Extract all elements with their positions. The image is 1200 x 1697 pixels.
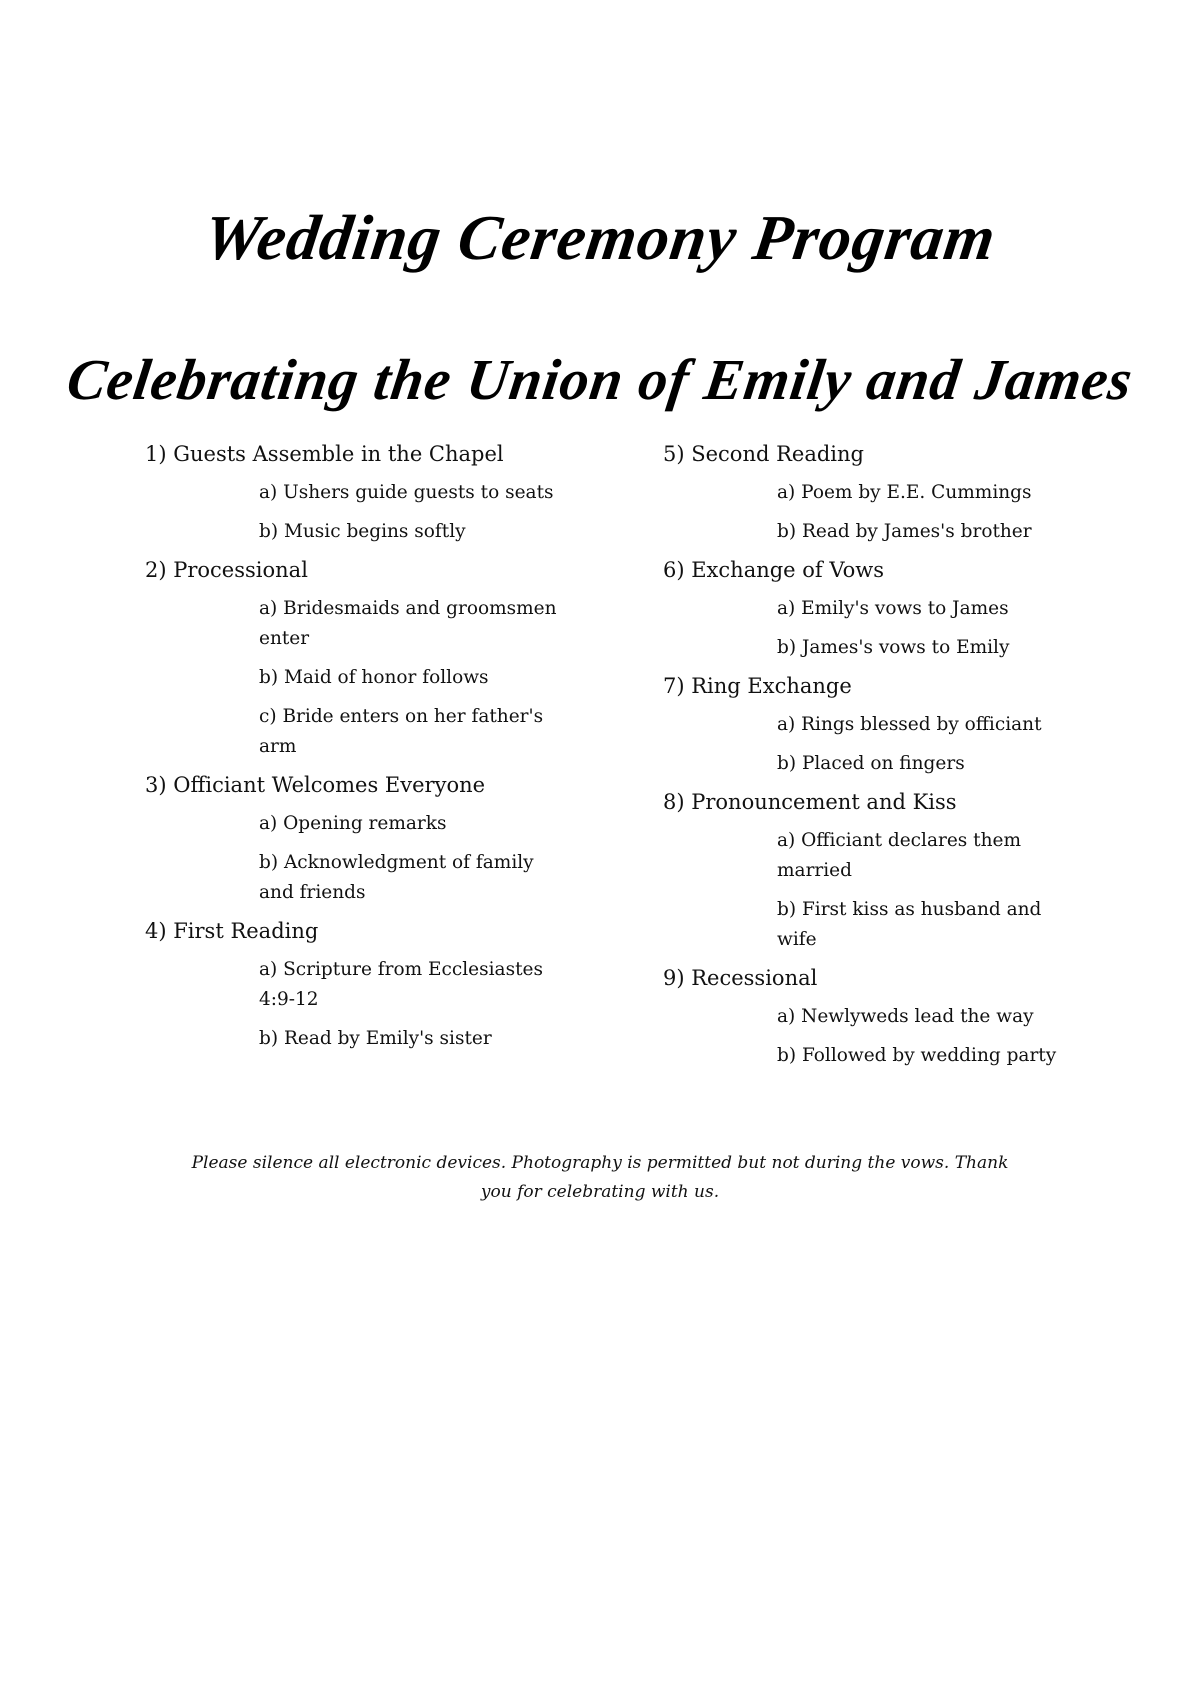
section-item: a) Bridesmaids and groomsmen enter xyxy=(259,598,557,649)
program-section xyxy=(663,788,1093,955)
program-section xyxy=(663,556,1093,663)
section-heading: 9) Recessional xyxy=(663,966,818,990)
section-item: b) Music begins softly xyxy=(259,521,466,542)
section-heading: 3) Officiant Welcomes Everyone xyxy=(145,773,486,797)
program-section xyxy=(145,917,575,1054)
program-section xyxy=(145,556,575,762)
section-item: c) Bride enters on her father's arm xyxy=(259,706,544,757)
section-item: a) Newlyweds lead the way xyxy=(777,1006,1034,1027)
program-section xyxy=(663,440,1093,547)
program-section xyxy=(663,964,1093,1071)
section-heading: 4) First Reading xyxy=(145,919,319,943)
section-item: b) Read by James's brother xyxy=(777,521,1032,542)
section-item: b) Read by Emily's sister xyxy=(259,1028,492,1049)
section-item: a) Officiant declares them married xyxy=(777,830,1021,881)
footer-note: Please silence all electronic devices. Photography is permitted but not during the vows. Thank you for celebrating with us. xyxy=(191,1153,1009,1202)
section-item: a) Opening remarks xyxy=(259,813,447,834)
program-section xyxy=(663,672,1093,779)
section-item: b) Placed on fingers xyxy=(777,753,965,774)
section-heading: 2) Processional xyxy=(145,558,308,582)
program-column-right xyxy=(663,440,1093,1080)
section-item: a) Scripture from Ecclesiastes 4:9-12 xyxy=(259,959,543,1010)
section-item: b) First kiss as husband and wife xyxy=(777,899,1042,950)
section-item: a) Poem by E.E. Cummings xyxy=(777,482,1032,503)
section-heading: 5) Second Reading xyxy=(663,442,864,466)
program-title: Wedding Ceremony Program xyxy=(199,202,1001,273)
section-item: b) James's vows to Emily xyxy=(777,637,1010,658)
section-heading: 8) Pronouncement and Kiss xyxy=(663,790,957,814)
section-item: a) Ushers guide guests to seats xyxy=(259,482,554,503)
program-subtitle: Celebrating the Union of Emily and James xyxy=(63,347,1138,412)
section-item: b) Maid of honor follows xyxy=(259,667,489,688)
section-item: a) Rings blessed by officiant xyxy=(777,714,1042,735)
section-heading: 6) Exchange of Vows xyxy=(663,558,885,582)
program-column-left xyxy=(145,440,575,1063)
section-heading: 7) Ring Exchange xyxy=(663,674,852,698)
section-heading: 1) Guests Assemble in the Chapel xyxy=(145,442,504,466)
program-section xyxy=(145,771,575,908)
section-item: b) Followed by wedding party xyxy=(777,1045,1057,1066)
section-item: a) Emily's vows to James xyxy=(777,598,1009,619)
section-item: b) Acknowledgment of family and friends xyxy=(259,852,534,903)
program-section xyxy=(145,440,575,547)
